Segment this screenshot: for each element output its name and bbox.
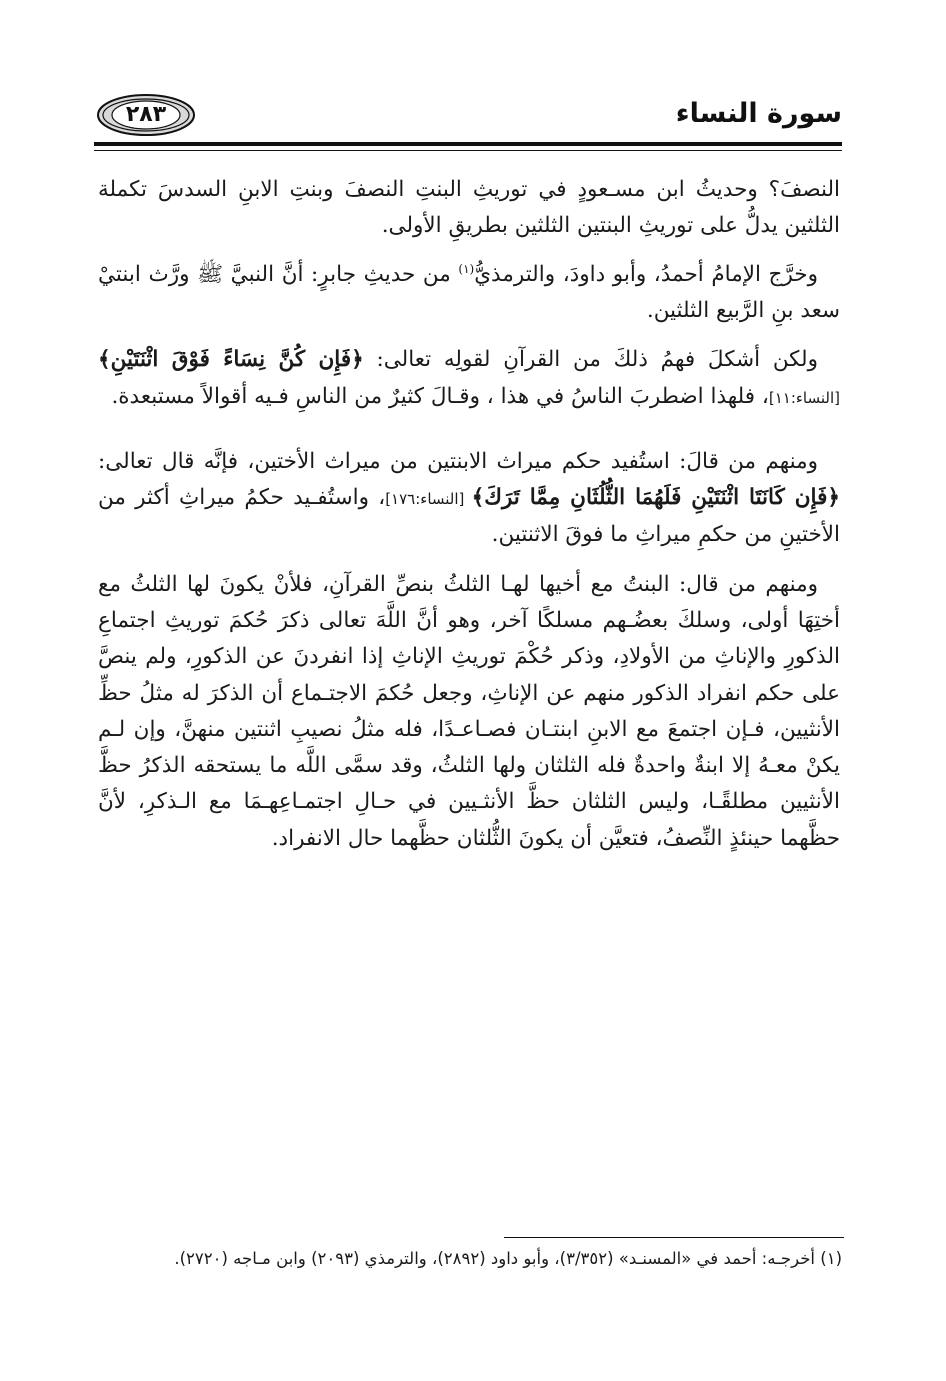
paragraph-5: ومنهم من قال: البنتُ مع أخيها لهـا الثلثُ بنصِّ القرآنِ، فلأنْ يكونَ لها الثلثُ مع أختِهَا أولى، وسلكَ بعضُـهم مسلكًا آخر، وهو أنَّ اللَّهَ تعالى ذكرَ حُكمَ توريثِ اجتماعِ الذكورِ والإناثِ من الأولادِ، وذكر حُكْمَ توريثِ الإناثِ إذا انفردنَ عن الذكورِ، ولم ينصَّ على حكم انفراد الذكور منهم عن الإناثِ، وجعل حُكمَ الاجتـماع أن الذكرَ له مثلُ حظِّ الأنثيين، فـإن اجتمعَ مع الابنِ ابنتـان فصـاعـدًا، فله مثلُ نصيبِ اثنتين منهنَّ، وإن لـم يكنْ معـهُ إلا ابنةٌ واحدةٌ فله الثلثان ولها الثلثُ، وقد سمَّى اللَّه ما يستحقه الذكرُ حظَّ الأنثيين مطلقًـا، وليس الثلثان حظَّ الأنثـيين في حـالِ اجتمـاعِهـمَا مع الـذكرِ، لأنَّ حظَّهما حينئذٍ النِّصفُ، فتعيَّن أن يكونَ الثُّلثان حظَّهما حال الانفراد. <box>98 571 840 851</box>
paragraph-3-text-b: ، فلهذا اضطربَ الناسُ في هذا ، وقـالَ كثيرٌ من الناسِ فـيه أقوالاً مستبعدة. <box>111 384 769 410</box>
page-header <box>94 86 842 146</box>
paragraph-2 <box>98 257 840 330</box>
paragraph-2-text-b: من حديثِ جابرٍ: أنَّ النبيَّ ﷺ ورَّث ابنتيْ سعد بنِ الرَّبيع الثلثين. <box>98 261 840 323</box>
verse-reference-2: [النساء:١٧٦] <box>385 490 472 509</box>
header-rule-thin <box>94 150 842 151</box>
page-number: ٢٨٣ <box>125 102 167 127</box>
paragraph-3 <box>98 342 840 417</box>
paragraph-4 <box>98 444 840 554</box>
paragraph-3-text-a: ولكن أشكلَ فهمُ ذلكَ من القرآنِ لقولِه تعالى: <box>363 347 818 373</box>
main-text <box>98 172 840 870</box>
paragraph-2-text-a: وخرَّج الإمامُ أحمدُ، وأبو داودَ، والترمذيُّ <box>474 261 818 287</box>
quran-verse-1: ﴿فَإِن كُنَّ نِسَاءً فَوْقَ اثْنَتَيْنِ﴾ <box>98 347 364 373</box>
paragraph-1: النصفَ؟ وحديثُ ابن مسـعودٍ في توريثِ البنتِ النصفَ وبنتِ الابنِ السدسَ تكملة الثلثين يدلُّ على توريثِ البنتين الثلثين بطريقِ الأولى. <box>98 177 840 239</box>
verse-reference-1: [النساء:١١] <box>768 389 840 408</box>
paragraph-4-text-b: ، واستُفـيد حكمُ ميراثِ أكثر من الأختينِ من حكمِ ميراثِ ما فوقَ الاثنتين. <box>98 485 840 548</box>
paragraph-4-text-a: ومنهم من قالَ: استُفيد حكم ميراث الابنتين من ميراث الأختين، فإنَّه قال تعالى: <box>98 448 818 474</box>
header-rule-thick <box>94 142 842 146</box>
quran-verse-2: ﴿فَإِن كَانَتَا اثْنَتَيْنِ فَلَهُمَا الثُّلُثَانِ مِمَّا تَرَكَ﴾ <box>471 485 840 511</box>
surah-title: سورة النساء <box>675 98 842 129</box>
footnote-separator <box>504 1237 844 1238</box>
footnote-marker: (١) <box>458 261 475 276</box>
page-number-badge <box>96 92 196 138</box>
paragraph-spacer <box>98 430 840 444</box>
footnote: (١) أخرجـه: أحمد في «المسنـد» (٣/٣٥٢)، وأبو داود (٢٨٩٢)، والترمذي (٢٠٩٣) وابن مـاجه (٢٧٢٠). <box>174 1249 842 1268</box>
